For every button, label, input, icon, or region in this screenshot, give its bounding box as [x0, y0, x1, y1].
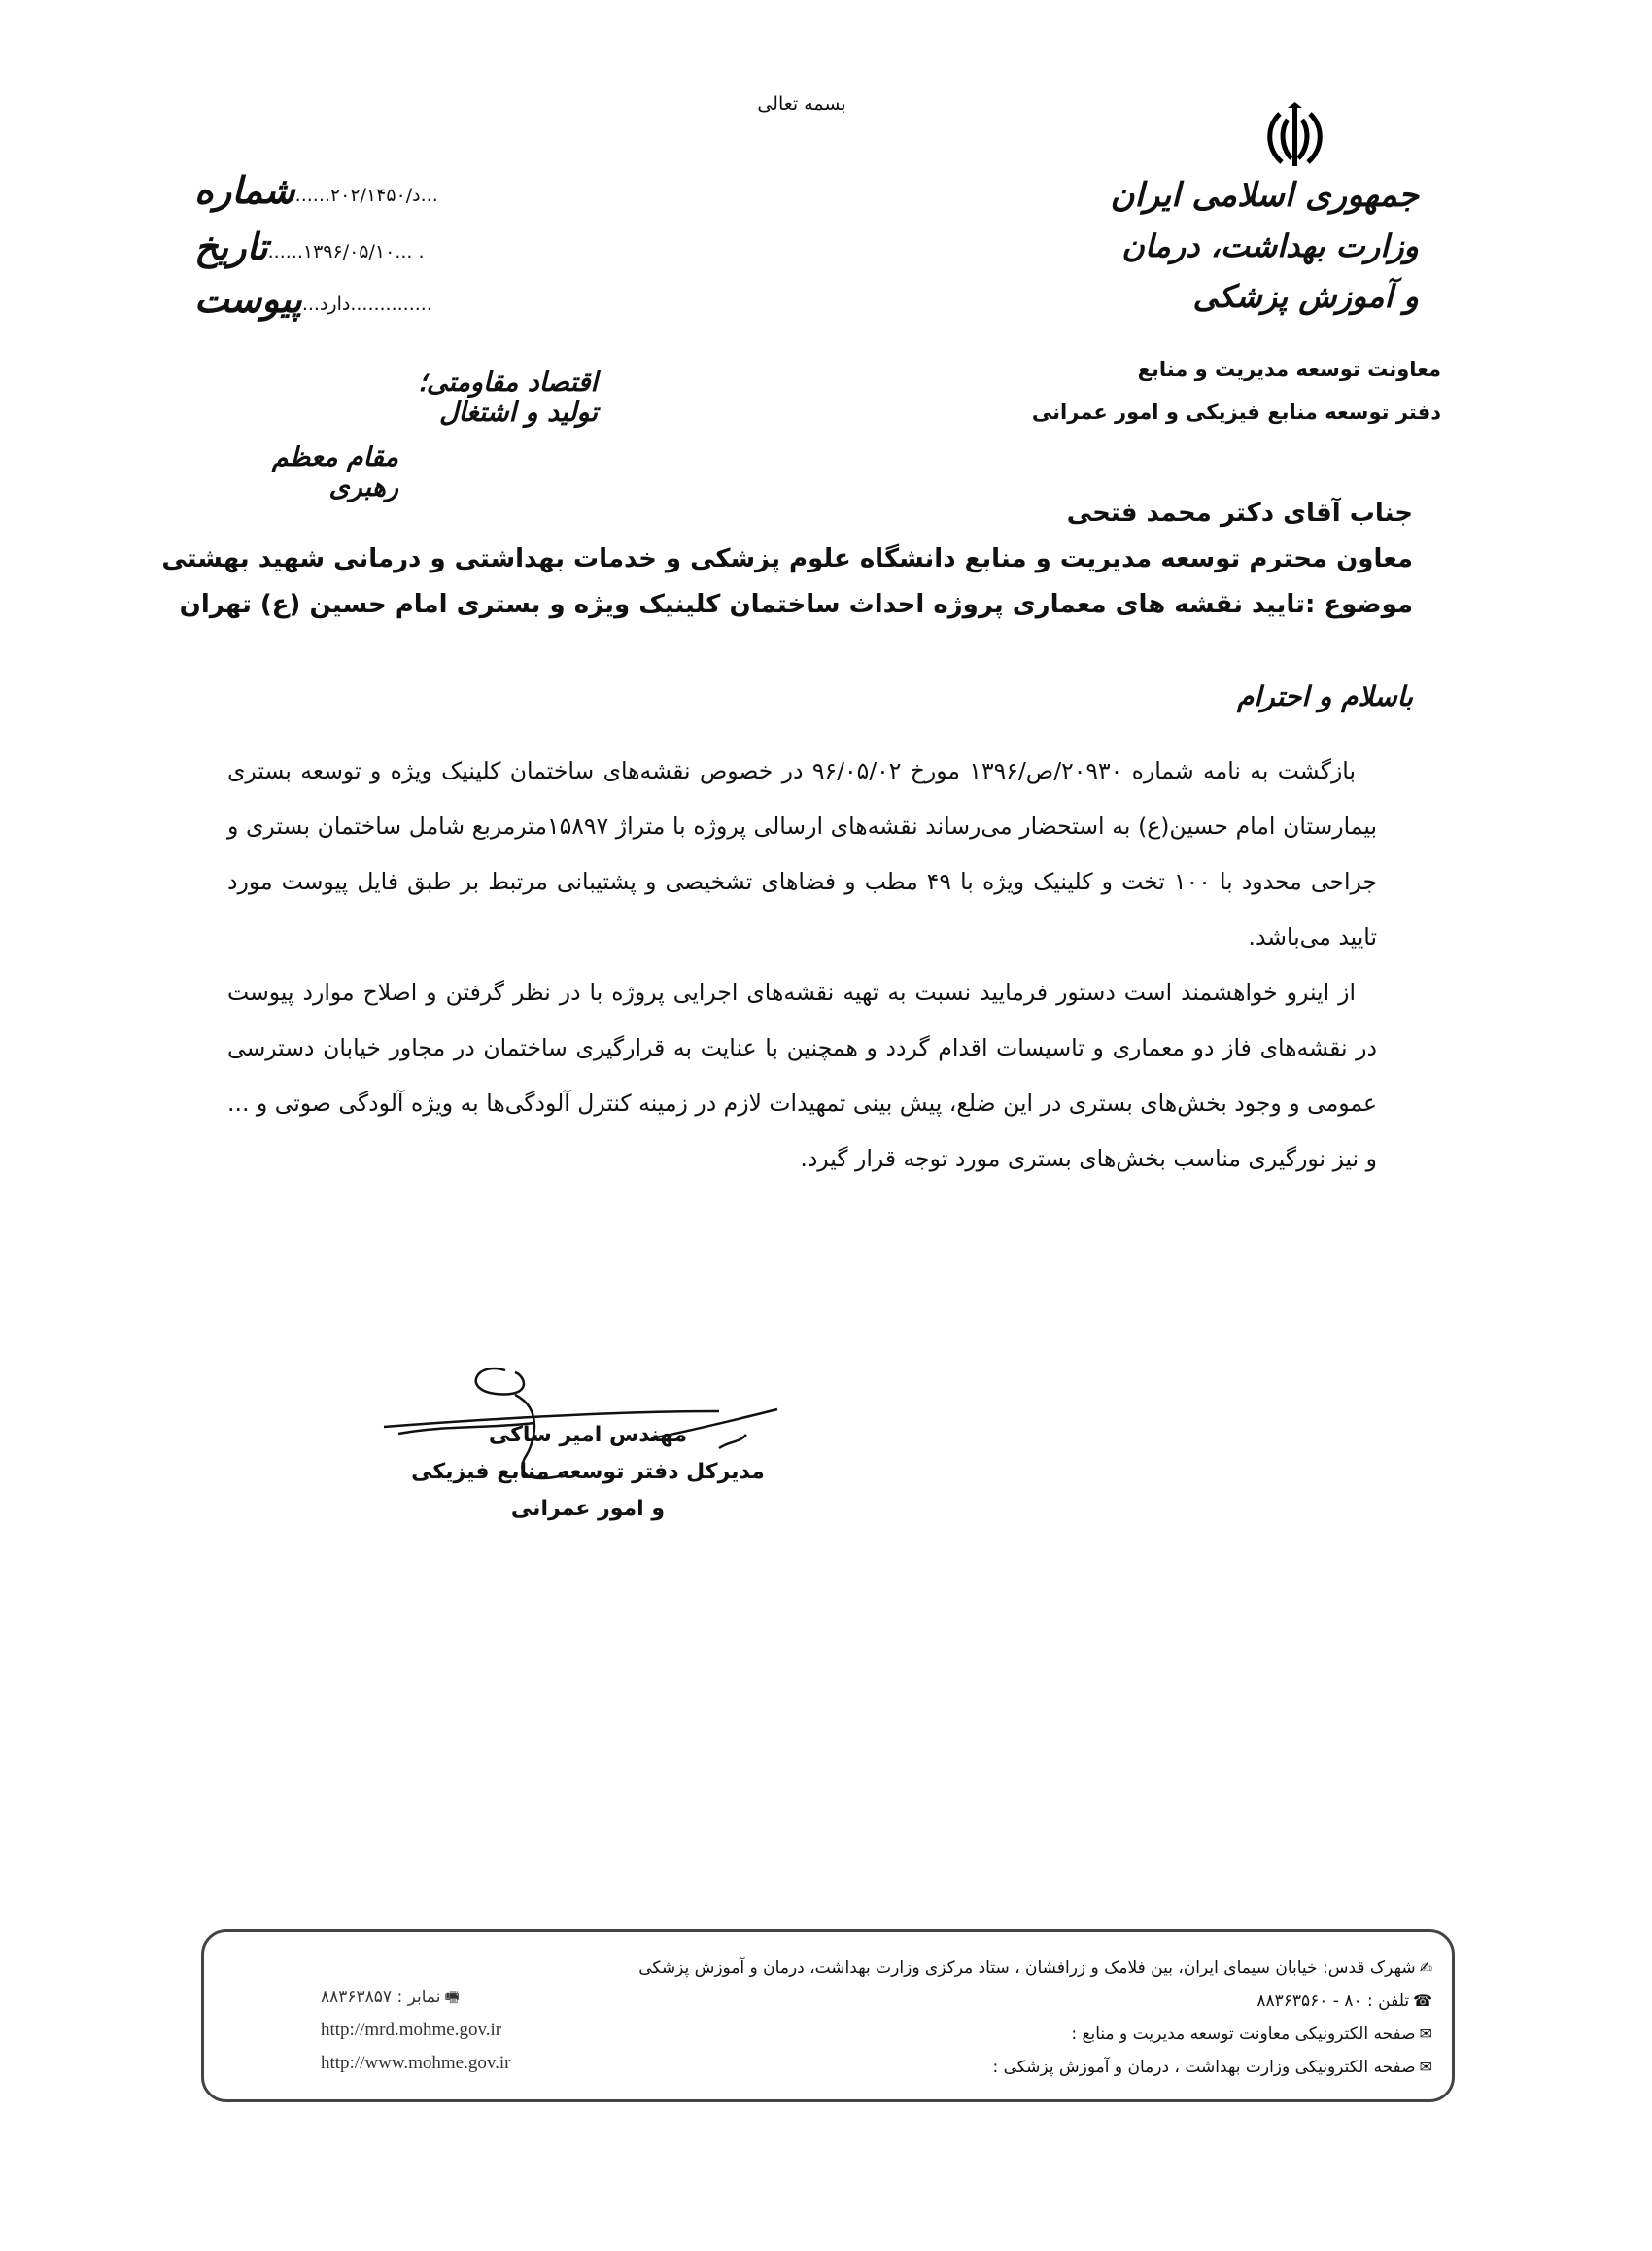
letter-body: [227, 744, 1377, 1187]
slogan-attribution: مقام معظم رهبری: [271, 442, 398, 502]
body-paragraph: بازگشت به نامه شماره ۲۰۹۳۰/ص/۱۳۹۶ مورخ ۹۶/۰۵/۰۲ در خصوص نقشه‌های ساختمان کلینیک ویژه و توسعه بستری بیمارستان امام حسین(ع) به استحضار می‌رساند نقشه‌های ارسالی پروژه با متراژ ۱۵۸۹۷مترمربع شامل ساختمان بستری و جراحی محدود با ۱۰۰ تخت و کلینیک ویژه با ۴۹ مطب و فضاهای تشخیصی و پشتیبانی مرتبط بر طبق فایل پیوست مورد تایید می‌باشد.: [227, 757, 1378, 951]
ministry-line2: وزارت بهداشت، درمان و آموزش پزشکی: [1121, 227, 1419, 315]
number-value: ...د/۲۰۲/۱۴۵۰......: [294, 185, 438, 206]
footer-contact-box: [201, 1929, 1455, 2102]
letter-date-field: [194, 220, 466, 268]
deputy-site-link[interactable]: http://mrd.mohme.gov.ir: [321, 2020, 502, 2040]
slogan: اقتصاد مقاومتی؛ تولید و اشتغال: [418, 367, 598, 428]
footer-address: ✍شهرک قدس: خیابان سیمای ایران، بین فلامک و زرافشان ، ستاد مرکزی وزارت بهداشت، درمان و آموزش پزشکی: [638, 1958, 1432, 1978]
footer-phone: ☎تلفن : ۸۰ - ۸۸۳۶۳۵۶۰: [1256, 1991, 1432, 2011]
recipient-name: جناب آقای دکتر محمد فتحی: [1066, 499, 1413, 528]
fax-icon: 🖷: [444, 1988, 460, 2006]
letter-number-field: [194, 163, 466, 212]
iran-emblem-icon: [1258, 102, 1331, 170]
footer-ministry-site: ✉صفحه الکترونیکی وزارت بهداشت ، درمان و آموزش پزشکی :: [992, 2058, 1432, 2077]
letter-subject: موضوع :تایید نقشه های معماری پروژه احداث ساختمان کلینیک ویژه و بستری امام حسین (ع) تهران: [179, 590, 1413, 619]
ministry-line1: جمهوری اسلامی ایران: [1110, 176, 1419, 215]
body-paragraph: از اینرو خواهشمند است دستور فرمایید نسبت به تهیه نقشه‌های اجرایی پروژه با در نظر گرفتن و اصلاح موارد پیوست در نقشه‌های فاز دو معماری و تاسیسات اقدام گردد و همچنین با عنایت به قرارگیری ساختمان در مجاور خیابان دسترسی عمومی و وجود بخش‌های بستری در این ضلع، پیش بینی تمهیدات لازم در زمینه کنترل آلودگی‌ها به ویژه آلودگی صوتی و ... و نیز نورگیری مناسب بخش‌های بستری مورد توجه قرار گیرد.: [227, 979, 1377, 1172]
letter-attachment-field: [194, 272, 466, 321]
footer-fax: 🖷نمابر : ۸۸۳۶۳۸۵۷: [321, 1988, 460, 2007]
greeting: باسلام و احترام: [1237, 680, 1413, 712]
basmala: بسمه تعالی: [757, 93, 846, 115]
number-label: شماره: [194, 168, 295, 212]
phone-icon: ☎: [1413, 1991, 1432, 2010]
signature-block: [369, 1351, 807, 1536]
recipient-block: [161, 491, 1413, 628]
pen-icon: ✍: [1419, 1958, 1432, 1977]
date-value: . ...۱۳۹۶/۰۵/۱۰......: [267, 241, 425, 262]
ministry-letterhead: [1108, 170, 1419, 322]
signer-title: مدیرکل دفتر توسعه منابع فیزیکی: [411, 1460, 765, 1484]
envelope-icon: ✉: [1419, 2025, 1432, 2043]
attachment-label: پیوست: [194, 277, 302, 321]
department-line2: دفتر توسعه منابع فیزیکی و امور عمرانی: [1031, 400, 1441, 424]
date-label: تاریخ: [194, 225, 268, 268]
department-block: [1032, 348, 1441, 433]
department-line1: معاونت توسعه مدیریت و منابع: [1137, 358, 1441, 381]
footer-deputy-site: ✉صفحه الکترونیکی معاونت توسعه مدیریت و منابع :: [1071, 2025, 1432, 2044]
recipient-title: معاون محترم توسعه مدیریت و منابع دانشگاه علوم پزشکی و خدمات بهداشتی و درمانی شهید بهشتی: [161, 544, 1413, 573]
envelope-icon: ✉: [1419, 2058, 1432, 2076]
signer-name: مهندس امیر ساکی: [488, 1423, 688, 1447]
ministry-site-url[interactable]: http://www.mohme.gov.ir: [321, 2053, 511, 2073]
signer-title-2: و امور عمرانی: [510, 1497, 666, 1521]
attachment-value: ..............دارد...: [301, 294, 432, 315]
